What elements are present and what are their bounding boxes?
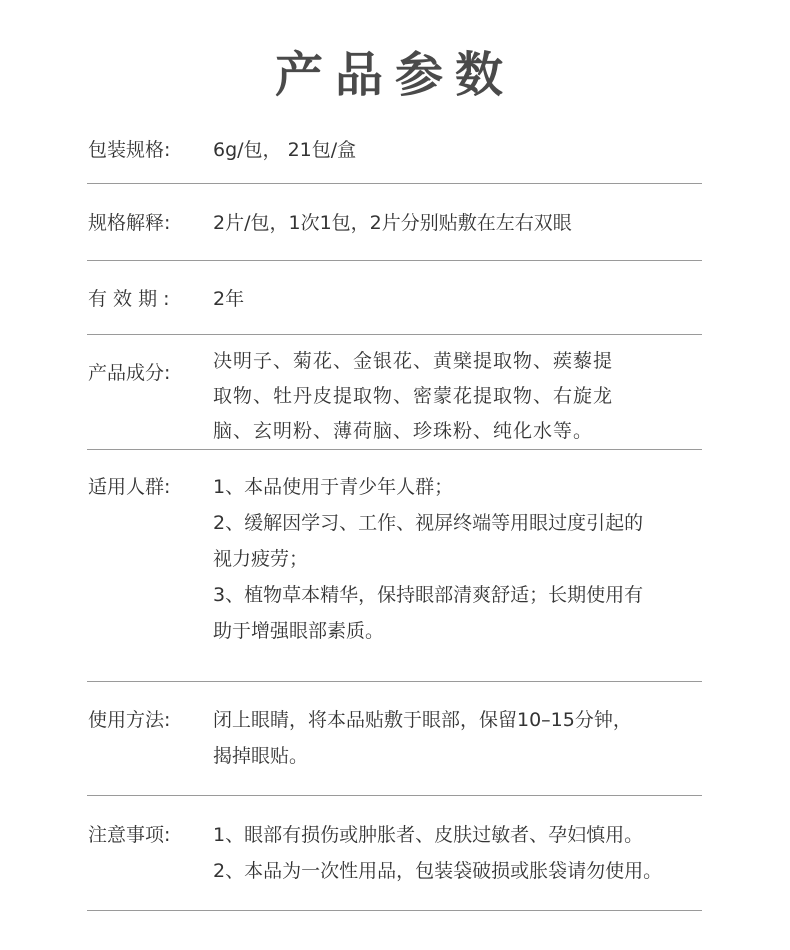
param-value-line: 2片/包，1次1包，2片分别贴敷在左右双眼 <box>213 212 572 234</box>
param-value-line: 2、本品为一次性用品，包装袋破损或胀袋请勿使用。 <box>213 860 663 882</box>
param-label: 包装规格: <box>88 139 171 161</box>
param-value-line: 2年 <box>213 288 245 310</box>
param-value-line: 揭掉眼贴。 <box>213 745 309 767</box>
row-divider <box>87 260 702 261</box>
param-value-line: 决明子、菊花、金银花、黄檗提取物、蒺藜提 <box>213 350 614 372</box>
param-value-line: 6g/包， 21包/盒 <box>213 139 357 161</box>
param-value <box>213 469 643 649</box>
param-value-line: 视力疲劳； <box>213 548 309 570</box>
row-divider <box>87 795 702 796</box>
param-value-line: 取物、牡丹皮提取物、密蒙花提取物、右旋龙 <box>213 385 614 407</box>
param-label: 有 效 期 : <box>88 288 170 310</box>
page-title: 产品参数 <box>274 47 515 103</box>
param-label: 使用方法: <box>88 709 171 731</box>
row-divider <box>87 910 702 911</box>
row-divider <box>87 183 702 184</box>
param-label: 规格解释: <box>88 212 171 234</box>
param-value-line: 助于增强眼部素质。 <box>213 620 385 642</box>
param-value-line: 3、植物草本精华，保持眼部清爽舒适；长期使用有 <box>213 584 644 606</box>
row-divider <box>87 681 702 682</box>
param-value-line: 脑、玄明粉、薄荷脑、珍珠粉、纯化水等。 <box>213 420 594 442</box>
param-label: 适用人群: <box>88 476 171 498</box>
row-divider <box>87 449 702 450</box>
param-label: 产品成分: <box>88 362 171 384</box>
param-value <box>213 281 244 317</box>
param-value-line: 2、缓解因学习、工作、视屏终端等用眼过度引起的 <box>213 512 644 534</box>
param-value <box>213 132 356 168</box>
row-divider <box>87 334 702 335</box>
param-value <box>213 702 632 774</box>
param-label: 注意事项: <box>88 824 171 846</box>
param-value <box>213 344 613 449</box>
param-value-line: 1、眼部有损伤或肿胀者、皮肤过敏者、孕妇慎用。 <box>213 824 644 846</box>
param-value-line: 1、本品使用于青少年人群； <box>213 476 454 498</box>
param-value <box>213 817 662 889</box>
param-value-line: 闭上眼睛，将本品贴敷于眼部，保留10–15分钟， <box>213 709 632 731</box>
param-value <box>213 205 572 241</box>
